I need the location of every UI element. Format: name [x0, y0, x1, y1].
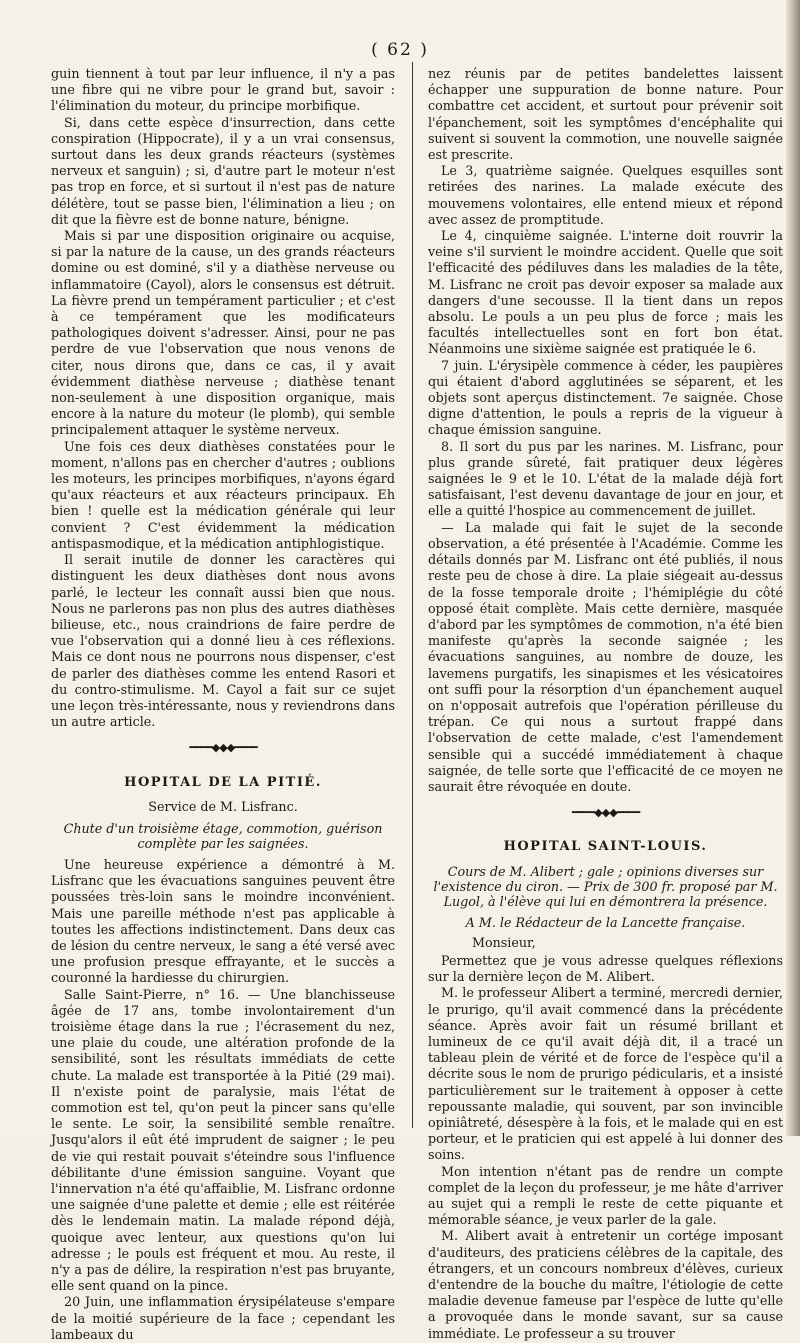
- section-ornament: ━━━━◆◆◆━━━━: [189, 741, 257, 755]
- service-line: Service de M. Lisfranc.: [148, 798, 298, 814]
- paragraph: Le 4, cinquième saignée. L'interne doit rouvrir la veine s'il survient le moindre accident. Quelle que soit l'efficacité des pédiluves dans les maladies de la tête, M. Lisfranc ne croit pas devoir exposer sa malade aux dangers d'une secousse. Il la tient dans un repos absolu. Le pouls a un peu plus de force ; mais les facultés intellectuelles sont en fort bon état. Néanmoins une sixième saignée est pratiquée le 6.: [428, 228, 783, 357]
- case-title: Chute d'un troisième étage, commotion, guérison complète par les saignées.: [63, 820, 383, 851]
- section-heading: HOPITAL SAINT-LOUIS.: [503, 839, 708, 855]
- paragraph: 20 Juin, une inflammation érysipélateuse s'empare de la moitié supérieure de la face ; cependant les lambeaux du: [51, 1294, 395, 1342]
- paragraph: M. le professeur Alibert a terminé, mercredi dernier, le prurigo, qu'il avait commencé dans la précédente séance. Après avoir fait un résumé brillant et lumineux de ce qu'il avait déjà dit, il a tracé un tableau plein de vérité et de force de l'espèce qu'il a décrite sous le nom de prurigo pédicularis, et a insisté particulièrement sur le traitement à opposer à cette repoussante maladie, qui souvent, par son invincible opiniâtreté, désespère à la fois, et le malade qui en est porteur, et le praticien qui est appelé à lui donner des soins.: [428, 985, 783, 1163]
- page-number: ( 62 ): [371, 40, 429, 60]
- paragraph: Si, dans cette espèce d'insurrection, dans cette conspiration (Hippocrate), il y a un vrai consensus, surtout dans les deux grands réacteurs (systèmes nerveux et sanguin) ; si, d'autre part le moteur n'est pas trop en force, et si surtout il n'est pas de nature délétère, tout se passe bien, l'élimination a lieu ; on dit que la fièvre est de bonne nature, bénigne.: [51, 114, 395, 227]
- section-heading: HOPITAL DE LA PITIÉ.: [124, 774, 322, 790]
- letter-greeting: Monsieur,: [472, 934, 536, 950]
- paragraph: 7 juin. L'érysipèle commence à céder, les paupières qui étaient d'abord agglutinées se séparent, et les objets sont aperçus distinctement. 7e saignée. Chose digne d'attention, le pouls a repris de la vigueur à chaque émission sanguine.: [428, 357, 783, 438]
- paragraph: Il serait inutile de donner les caractères qui distinguent les deux diathèses dont nous avons parlé, le lecteur les connaît aussi bien que nous. Nous ne parlerons pas non plus des autres diathèses bilieuse, etc., nous craindrions de faire perdre de vue l'observation qui a donné lieu à ces réflexions. Mais ce dont nous ne pourrons nous dispenser, c'est de parler des diathèses comme les entend Rasori et du contro-stimulisme. M. Cayol a fait sur ce sujet une leçon très-intéressante, nous y reviendrons dans un autre article.: [51, 552, 395, 730]
- page-edge: [786, 0, 800, 1136]
- paragraph: guin tiennent à tout par leur influence, il n'y a pas une fibre qui ne vibre pour le grand but, savoir : l'élimination du moteur, du principe morbifique.: [51, 66, 395, 114]
- section-ornament: ━━━━◆◆◆━━━━: [571, 806, 640, 820]
- paragraph: — La malade qui fait le sujet de la seconde observation, a été présentée à l'Académie. Comme les détails donnés par M. Lisfranc ont été publiés, il nous reste peu de chose à dire. La plaie siégeait au-dessus de la fosse temporale droite ; l'hémiplégie du côté opposé était complète. Mais cette dernière, masquée d'abord par les symptômes de commotion, n'a été bien manifeste qu'après la seconde saignée ; les évacuations sanguines, au nombre de douze, les lavemens purgatifs, les sinapismes et les vésicatoires ont suffi pour la résorption d'un épanchement auquel on n'opposait autrefois que l'opération périlleuse du trépan. Ce qui nous a surtout frappé dans l'observation de cette malade, c'est l'amendement sensible qui a succédé immédiatement à chaque saignée, de telle sorte que l'efficacité de ce moyen ne saurait être révoquée en doute.: [428, 519, 783, 794]
- article-title: Cours de M. Alibert ; gale ; opinions diverses sur l'existence du ciron. — Prix de 300 fr. proposé par M. Lugol, à l'élève qui lui en démontrera la présence.: [433, 863, 778, 909]
- column-divider: [412, 62, 413, 1128]
- paragraph: M. Alibert avait à entretenir un cortége imposant d'auditeurs, des praticiens célèbres de la capitale, des étrangers, et un concours nombreux d'élèves, curieux d'entendre de la bouche du maître, l'étiologie de cette maladie devenue fameuse par l'espèce de lutte qu'elle a provoquée dans le monde savant, sur sa cause immédiate. Le professeur a su trouver: [428, 1228, 783, 1341]
- paragraph: Le 3, quatrième saignée. Quelques esquilles sont retirées des narines. La malade exécute des mouvemens volontaires, elle entend mieux et répond avec assez de promptitude.: [428, 163, 783, 227]
- right-column: [428, 66, 783, 1342]
- paragraph: 8. Il sort du pus par les narines. M. Lisfranc, pour plus grande sûreté, fait pratiquer deux légères saignées le 9 et le 10. L'état de la malade déjà fort satisfaisant, l'est devenu davantage de jour en jour, et elle a quitté l'hospice au commencement de juillet.: [428, 438, 783, 519]
- paragraph: Une heureuse expérience a démontré à M. Lisfranc que les évacuations sanguines peuvent être poussées très-loin sans le moindre inconvénient. Mais une pareille méthode n'est pas applicable à toutes les affections indistinctement. Dans deux cas de lésion du centre nerveux, le sang a été versé avec une profusion presque effrayante, et le succès a couronné la hardiesse du chirurgien.: [51, 856, 395, 986]
- left-column: [51, 66, 395, 1343]
- paragraph: Mon intention n'étant pas de rendre un compte complet de la leçon du professeur, je me hâte d'arriver au sujet qui a rempli le reste de cette piquante et mémorable séance, je veux parler de la gale.: [428, 1163, 783, 1228]
- letter-address: A M. le Rédacteur de la Lancette française.: [465, 914, 746, 930]
- paragraph: Salle Saint-Pierre, n° 16. — Une blanchisseuse âgée de 17 ans, tombe involontairement d'un troisième étage dans la rue ; l'écrasement du nez, une plaie du coude, une altération profonde de la sensibilité, sont les résultats immédiats de cette chute. La malade est transportée à la Pitié (29 mai). Il n'existe point de paralysie, mais l'état de commotion est tel, qu'on peut la pincer sans qu'elle le sente. Le soir, la sensibilité semble renaître. Jusqu'alors il eût été imprudent de saigner ; le peu de vie qui restait pouvait s'éteindre sous l'influence débilitante d'une émission sanguine. Voyant que l'innervation n'a été qu'affaiblie, M. Lisfranc ordonne une saignée d'une palette et demie ; elle est réitérée dès le lendemain matin. La malade répond déjà, quoique avec lenteur, aux questions qu'on lui adresse ; le pouls est fréquent et mou. Au reste, il n'y a pas de délire, la respiration n'est pas bruyante, elle sent quand on la pince.: [51, 986, 395, 1294]
- paragraph: Permettez que je vous adresse quelques réflexions sur la dernière leçon de M. Alibert.: [428, 952, 783, 985]
- paragraph: Mais si par une disposition originaire ou acquise, si par la nature de la cause, un des grands réacteurs domine ou est dominé, s'il y a diathèse nerveuse ou inflammatoire (Cayol), alors le consensus est détruit. La fièvre prend un tempérament particulier ; et c'est à ce tempérament que les modificateurs pathologiques doivent s'adresser. Ainsi, pour ne pas perdre de vue l'observation que nous venons de citer, nous dirons que, dans ce cas, il y avait évidemment diathèse nerveuse ; diathèse tenant non-seulement à une disposition organique, mais encore à la nature du moteur (le plomb), qui semble principalement attaquer le système nerveux.: [51, 228, 395, 438]
- paragraph: Une fois ces deux diathèses constatées pour le moment, n'allons pas en chercher d'autres ; oublions les moteurs, les principes morbifiques, n'ayons égard qu'aux réacteurs et aux réacteurs principaux. Eh bien ! quelle est la médication générale qui leur convient ? C'est évidemment la médication antispasmodique, et la médication antiphlogistique.: [51, 438, 395, 551]
- paragraph: nez réunis par de petites bandelettes laissent échapper une suppuration de bonne nature. Pour combattre cet accident, et surtout pour prévenir soit l'épanchement, soit les symptômes d'encéphalite qui suivent si souvent la commotion, une nouvelle saignée est prescrite.: [428, 66, 783, 163]
